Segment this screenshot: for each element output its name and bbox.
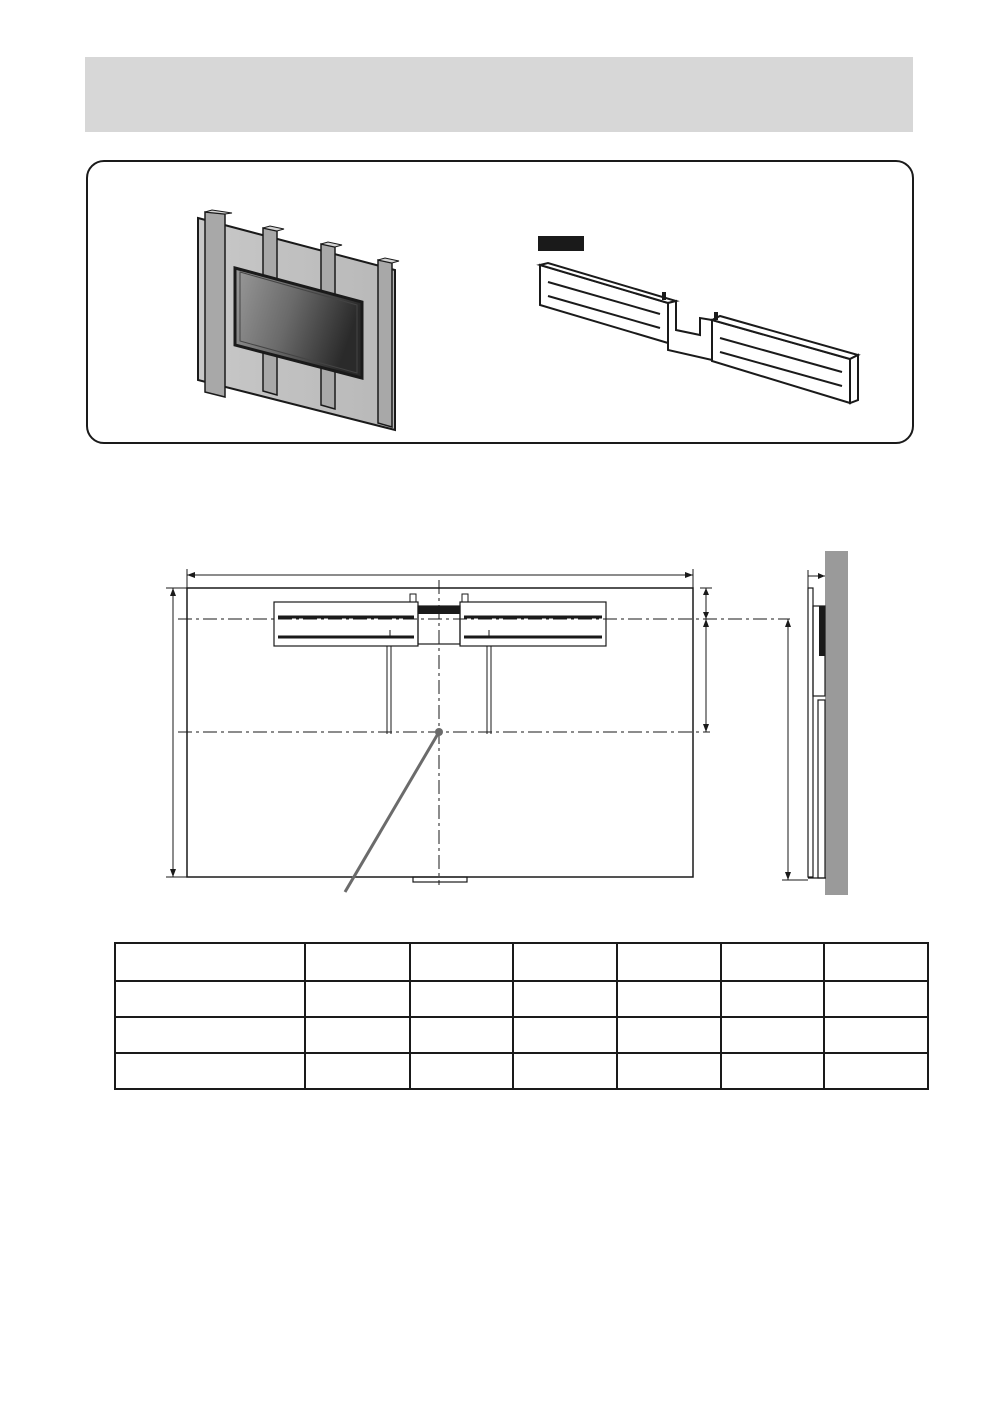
table-cell (305, 1053, 410, 1089)
bracket-label-badge (538, 236, 584, 251)
table-row (115, 1053, 928, 1089)
table-cell (617, 943, 721, 981)
table-cell (410, 981, 513, 1017)
table-cell (410, 1017, 513, 1053)
table-row (115, 1017, 928, 1053)
table-cell (305, 981, 410, 1017)
side-view-drawing (782, 551, 848, 895)
table-cell (721, 1017, 824, 1053)
table-row (115, 943, 928, 981)
table-cell (721, 943, 824, 981)
wall-mounted-tv-illustration (198, 210, 399, 430)
table-cell (617, 981, 721, 1017)
table-cell (305, 943, 410, 981)
front-view-drawing (166, 569, 790, 885)
table-cell (513, 1017, 617, 1053)
table-cell (824, 1017, 928, 1053)
table-cell (721, 1053, 824, 1089)
table-cell (115, 1017, 305, 1053)
table-cell (115, 1053, 305, 1089)
table-cell (410, 1053, 513, 1089)
wall-section (825, 551, 848, 895)
table-cell (617, 1053, 721, 1089)
table-cell (824, 943, 928, 981)
dimension-table (114, 942, 929, 1090)
table-cell (513, 1053, 617, 1089)
table-cell (305, 1017, 410, 1053)
table-cell (513, 981, 617, 1017)
center-point-leader (345, 728, 443, 892)
table-cell (513, 943, 617, 981)
table-cell (721, 981, 824, 1017)
table-cell (410, 943, 513, 981)
table-cell (115, 981, 305, 1017)
table-cell (824, 1053, 928, 1089)
table-cell (115, 943, 305, 981)
table-cell (824, 981, 928, 1017)
wall-bracket-illustration (538, 236, 858, 403)
table-row (115, 981, 928, 1017)
table-cell (617, 1017, 721, 1053)
